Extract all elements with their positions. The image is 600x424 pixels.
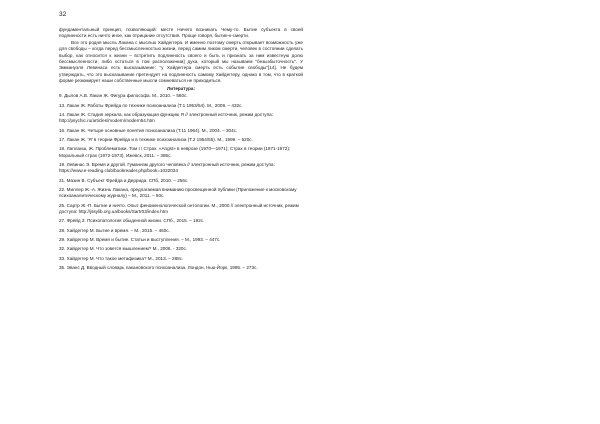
body-paragraph: фундаментальный принцип, позволяющий: месте Ничего возникать Чему-то. Бытие субъекта в своей подлинности есть ничто иное, как отрицание отсутствия. Проще говоря, бытие-к-смерти. bbox=[59, 27, 303, 39]
page-number: 32 bbox=[59, 11, 67, 18]
reference-item: 16. Лакан Ж. Четыре основные понятия психоанализа (Т.11 1964). М., 2004. – 304с. bbox=[59, 127, 238, 133]
reference-item: 13. Лакан Ж. Работы Фрейда по технике психоанализа (Т.1 1953/54). М., 2009. – 432с. bbox=[59, 102, 243, 108]
reference-item: 21. Мазин В. Субъект Фрейда и Деррида. СПб, 2010. – 256с. bbox=[59, 177, 189, 183]
page-content bbox=[59, 27, 303, 274]
reference-item: 17. Лакан Ж. 'Я' в теории Фрейда и в технике психоанализа (Т.2 1954/55). М., 1999. – 520с. bbox=[59, 137, 253, 143]
reference-item: 32. Хайдеггер М. Что зовется мышлением? М., 2006. - 320с. bbox=[59, 246, 188, 252]
reference-item: 27. Фрейд З. Психопатология обыденной жизни. СПб., 2015. – 192с. bbox=[59, 218, 205, 224]
reference-item: 25. Сартр Ж.-П. Бытие и ничто. Опыт феноменологической онтологии. М., 2000 // электронный источник, режим доступа: http://jssylib.org.ua/books/Sartr03/index.htm bbox=[59, 202, 299, 215]
reference-item: 19. Левинас Э. Время и другой. Гуманизм другого человека // электронный источник, режим доступа: https://www.e-reading.club/bookreader.php/book=1022034 bbox=[59, 162, 275, 174]
reference-item: 35. Эванс Д. Вводный словарь лакановского психоанализа. Лондон, Нью-Йорк, 1995. – 273с. bbox=[59, 264, 258, 270]
references-list bbox=[59, 93, 303, 271]
reference-item: 33. Хайдеггер М. Что такое метафизика? М., 2013. – 288с. bbox=[59, 255, 184, 261]
reference-item: 29. Хайдеггер М. Время и бытие. Статьи и выступления. – М., 1993. – 447с. bbox=[59, 237, 221, 243]
reference-item: 22. Миллер Ж.-А. Жизнь Лакана, предлагаемая вниманию просвещенной публики (Приложение к московскому психоаналитическому журналу) – М., 2011. – 50с. bbox=[59, 187, 297, 199]
reference-item: 14. Лакан Ж. Стадия зеркала, как образующая функцию Я // электронный источник, режим доступа: http://psychic.ru/articles/modern/modern54.htm bbox=[59, 112, 273, 124]
reference-item: 28. Хайдеггер М. Бытие и время. – М., 2015. – 460с. bbox=[59, 227, 170, 233]
reference-item: 18. Лапланш, Ж. Проблематики. Том I / Страх. «Angst» в неврозе (1970—1971); Страх в теории (1971-1972); Моральный страх (1972-1973), Ижевск, 2011. – 386с. bbox=[59, 146, 291, 158]
reference-item: 9. Дылов А.В. Лакан Ж. Фигура философа. М., 2010. – 560с. bbox=[59, 93, 188, 99]
references-heading: Литература: bbox=[167, 85, 195, 91]
body-paragraph: Все это родня мысль Лакана с мыслью Хайдеггера. И именно поэтому смерть открывает возможность уже для свободы – когда перед бессмысленностью жизни, перед самим ликом смерти, человек в состоянии сделать выбор, как относится к жизни – встретить подлинность своего и быть и признать за ним известную долю бессмысленности, либо остаться в том расположении] духа, который мы называем "безызбыточность". У Эммануэля Левинаса есть высказывание: "у Хайдеггера смерть есть событие свободы"[14]. Не будем утверждать, что это высказывание претендует на подлинность самому Хайдеггеру, однако в том, что в краткой форме резюмирует наши собственные мысли сомневаться не приходиться. bbox=[59, 39, 303, 84]
